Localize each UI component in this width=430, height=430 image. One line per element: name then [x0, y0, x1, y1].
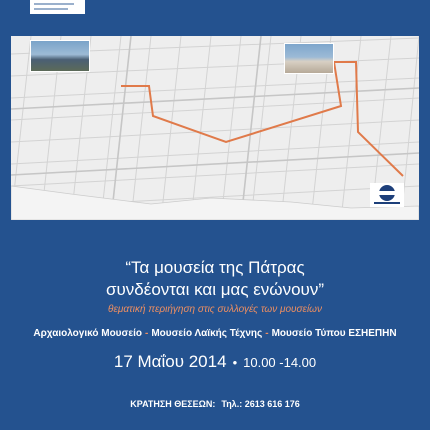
logo-line	[34, 8, 68, 10]
date-separator: •	[232, 355, 238, 370]
event-date: 17 Μαΐου 2014	[113, 352, 227, 371]
booking-phone: Τηλ.: 2613 616 176	[221, 399, 300, 409]
booking-info	[0, 399, 430, 409]
museum-name: Μουσείο Τύπου ΕΣΗΕΠΗΝ	[271, 328, 397, 339]
museum-separator: -	[144, 328, 149, 339]
photo-archaeological-museum	[30, 40, 90, 72]
logo-line	[34, 3, 74, 5]
organizer-logo	[30, 0, 85, 14]
event-title-line1: “Τα μουσεία της Πάτρας	[125, 258, 305, 277]
museum-name: Μουσείο Λαϊκής Τέχνης	[151, 328, 263, 339]
photo-folk-art-museum	[284, 43, 334, 74]
event-subtitle: θεματική περιήγηση στις συλλογές των μουσείων	[108, 304, 322, 315]
museum-list	[0, 328, 430, 339]
museum-separator: -	[265, 328, 269, 339]
city-map	[11, 36, 419, 220]
press-museum-logo	[370, 183, 404, 207]
event-time: 10.00 -14.00	[243, 355, 317, 370]
event-title-line2: συνδέονται και μας ενώνουν”	[105, 280, 324, 299]
date-time-row	[0, 352, 430, 372]
museum-name: Αρχαιολογικό Μουσείο	[33, 328, 142, 339]
booking-label: ΚΡΑΤΗΣΗ ΘΕΣΕΩΝ:	[130, 399, 216, 409]
